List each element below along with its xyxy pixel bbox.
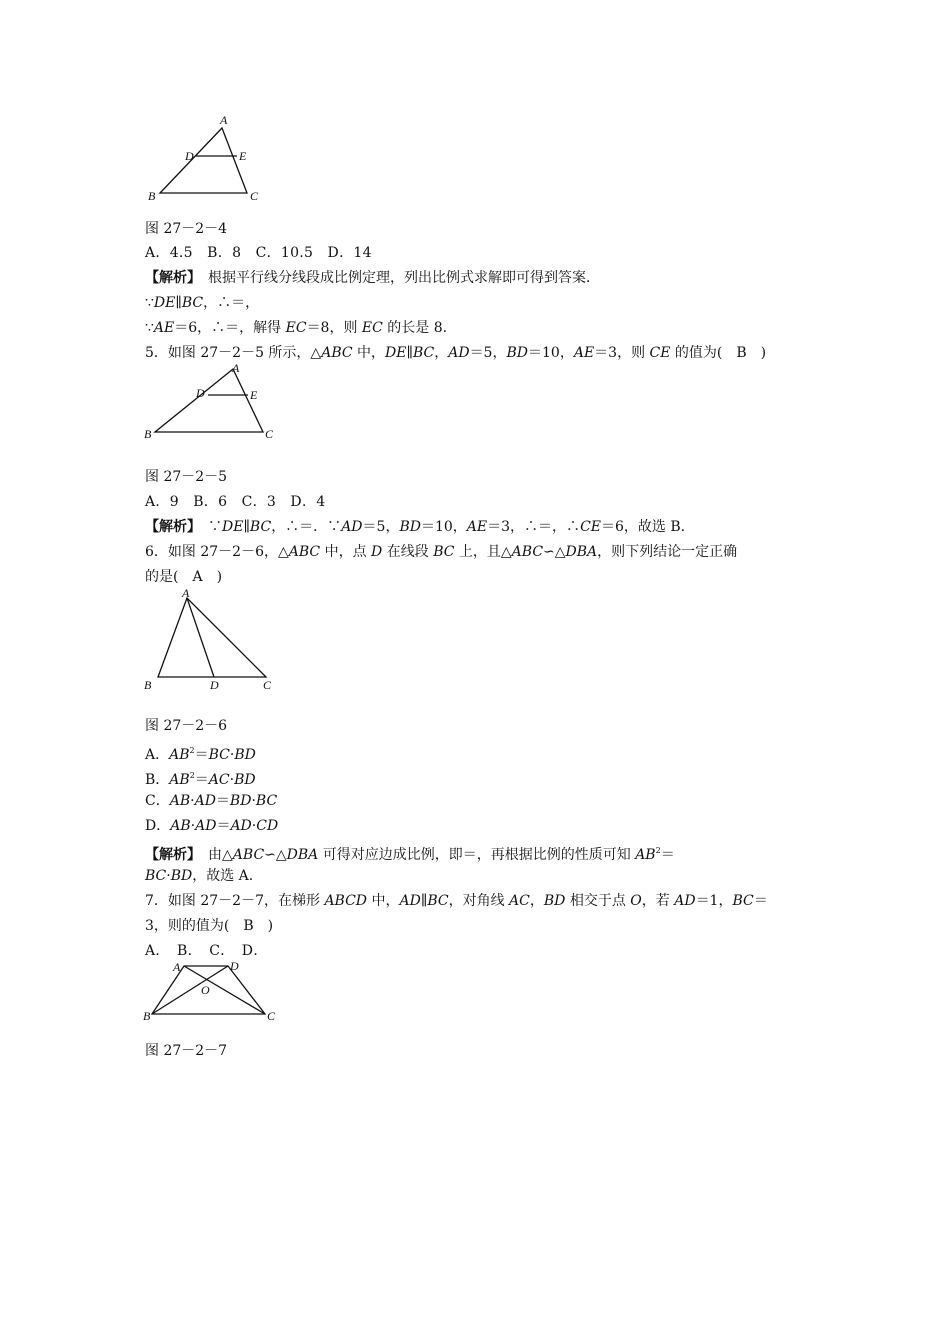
math-var: AB [169,793,191,809]
text-segment: ∥ [420,893,428,909]
math-var: BC [427,893,449,909]
math-var: BD [399,519,421,535]
question-6-stem [145,542,815,562]
math-var: BC [181,295,204,311]
text-segment: ＝ [194,772,209,788]
text-segment: ，则下列结论一定正确 [597,544,738,560]
analysis-line [145,517,815,537]
label-a: A [173,960,181,974]
math-var: CE [580,519,601,535]
question-5-stem [145,343,815,363]
text-segment: ＝5， [362,519,400,535]
segment-ad [187,598,214,677]
math-var: BC [433,544,455,560]
text-segment: D． [145,818,171,834]
text-segment: ＝ [660,847,675,863]
math-var: CD [256,818,279,834]
analysis-line [145,841,815,865]
text-segment: ， [434,345,449,361]
label-b: B [144,678,152,692]
text-segment: ＝1， [695,893,733,909]
math-var: BC [145,868,167,884]
text-segment: ，∴＝， [203,295,260,311]
text-segment: B． [145,772,170,788]
figure-27-2-6 [140,586,290,692]
text-segment: ，故选 A. [192,868,254,884]
text-segment: ＝8，则 [306,320,362,336]
diagonal-ac [184,966,265,1014]
triangle-abc [160,128,247,193]
math-var: BC [208,747,230,763]
label-c: C [263,678,272,692]
math-var: D [371,544,383,560]
superscript: 2 [189,746,195,755]
text-segment: · [190,793,195,809]
text-segment: ∥ [175,295,182,311]
answer-options: A．4.5 B．8 C．10.5 D．14 [145,245,372,261]
text-segment: · [229,747,235,763]
option-b [145,766,815,790]
text-segment: 的值为( B ) [670,345,767,361]
text-segment: 6．如图 27－2－6，△ [145,544,289,560]
math-var: BC [255,793,278,809]
text-segment: ＝ [753,893,768,909]
math-var: O [630,893,642,909]
math-var: BC [732,893,754,909]
text-segment: ＝10， [528,345,574,361]
figure-27-2-7 [140,956,290,1028]
math-var: AC [509,893,530,909]
analysis-line [145,268,815,288]
solution-line [145,293,815,313]
figure-caption: 图 27－2－5 [145,469,228,485]
answer-options: A．9 B．6 C．3 D．4 [145,494,326,510]
text-segment: ＝5， [469,345,507,361]
text-segment: ＝6，∴＝，解得 [174,320,286,336]
math-var: BD [506,345,528,361]
text-segment: ， [529,893,544,909]
text-segment: ＝ [216,818,231,834]
text-segment: ∥ [406,345,413,361]
math-var: BC [249,519,272,535]
math-var: ABC [321,345,353,361]
label-d: D [230,959,239,973]
math-var: AD [194,793,216,809]
text-segment: 在线段 [382,544,434,560]
text-segment: ＝10， [420,519,467,535]
figure-caption: 图 27－2－7 [145,1043,228,1059]
text-segment: · [229,772,235,788]
option-d [145,816,815,836]
label-o: O [201,983,210,997]
label-e: E [239,149,247,163]
text-segment: ＝ [194,747,209,763]
math-var: BD [234,747,256,763]
solution-line [145,318,815,338]
text-segment: 中， [352,345,386,361]
analysis-tag: 【解析】 [145,270,194,286]
math-var: AB [635,847,656,863]
math-var: AD [674,893,696,909]
text-segment: ，对角线 [448,893,510,909]
math-var: BD [229,793,252,809]
math-var: ABC [232,847,265,863]
math-var: BD [170,868,193,884]
text-segment: ∵ [145,320,154,336]
math-var: EC [361,320,383,336]
question-7-stem [145,891,815,911]
math-var: AD [195,818,217,834]
text-segment: ＝ [215,793,230,809]
text-segment: ∵ [145,295,154,311]
math-var: AD [230,818,252,834]
figure-caption: 图 27－2－4 [145,221,228,237]
text-segment: 相交于点 [565,893,631,909]
math-var: ABC [288,544,321,560]
superscript: 2 [655,846,661,855]
figure-27-2-4 [140,112,270,212]
text-segment: ∥ [243,519,250,535]
triangle-abc [158,598,266,677]
text-segment: ∵ [194,519,222,535]
label-b: B [148,189,156,203]
analysis-text: 根据平行线分线段成比例定理，列出比例式求解即可得到答案． [194,270,600,286]
text-segment: ＝6，故选 B. [601,519,686,535]
text-segment: ＝3，∴＝，∴ [487,519,581,535]
label-a: A [220,113,228,127]
label-d: D [210,678,219,692]
math-var: EC [285,320,307,336]
math-var: DE [222,519,244,535]
math-var: ABCD [324,893,368,909]
math-var: DBA [286,847,319,863]
text-segment: ，若 [641,893,675,909]
math-var: AE [466,519,488,535]
math-var: DBA [565,544,598,560]
analysis-tag: 【解析】 [145,519,194,535]
text-segment: 的长是 8. [382,320,448,336]
option-c [145,791,815,811]
figure-27-2-5 [140,362,290,444]
math-var: DE [385,345,407,361]
text-segment: 上，且△ [454,544,512,560]
label-c: C [267,1009,276,1023]
analysis-tag: 【解析】 [145,847,194,863]
label-d: D [185,149,194,163]
text-segment: A． [145,747,170,763]
text-segment: · [251,818,257,834]
label-a: A [232,361,240,375]
label-e: E [250,388,258,402]
math-var: AD [341,519,363,535]
text-segment: 中，点 [320,544,372,560]
text-segment: · [190,818,196,834]
math-var: AB [169,747,190,763]
text-segment: ＝3，则 [594,345,650,361]
text-segment: 5．如图 27－2－5 所示，△ [145,345,322,361]
figure-caption: 图 27－2－6 [145,718,228,734]
math-var: AE [573,345,595,361]
label-c: C [250,189,259,203]
math-var: AB [170,818,191,834]
text-segment: C． [145,793,170,809]
diagonal-bd [152,966,228,1014]
math-var: ABC [511,544,544,560]
option-a [145,741,815,765]
text-segment: 由△ [194,847,233,863]
text-segment: 7．如图 27－2－7，在梯形 [145,893,325,909]
text-segment: 中， [367,893,400,909]
text-segment: ，∴＝．∵ [271,519,342,535]
label-a: A [182,586,190,600]
text-segment: · [251,793,256,809]
math-var: AC [208,772,230,788]
math-var: AD [399,893,421,909]
label-c: C [265,427,274,441]
text-segment: ∽△ [264,847,287,863]
analysis-line-cont [145,866,815,886]
text-segment: 可得对应边成比例，即＝，再根据比例的性质可知 [318,847,636,863]
math-var: BD [234,772,256,788]
text-segment: · [166,868,171,884]
question-6-stem-cont: 的是( A ) [145,569,223,585]
math-var: DE [153,295,176,311]
math-var: BC [412,345,435,361]
superscript: 2 [189,771,195,780]
label-b: B [144,427,152,441]
label-b: B [143,1009,151,1023]
label-d: D [196,386,205,400]
answer-options: A． B． C． D． [145,943,268,959]
math-var: AB [169,772,190,788]
math-var: AE [153,320,175,336]
math-var: CE [649,345,671,361]
math-var: AD [448,345,470,361]
question-7-stem-cont: 3，则的值为( B ) [145,918,274,934]
math-var: BD [543,893,566,909]
text-segment: ∽△ [543,544,566,560]
triangle-abc [155,369,263,432]
